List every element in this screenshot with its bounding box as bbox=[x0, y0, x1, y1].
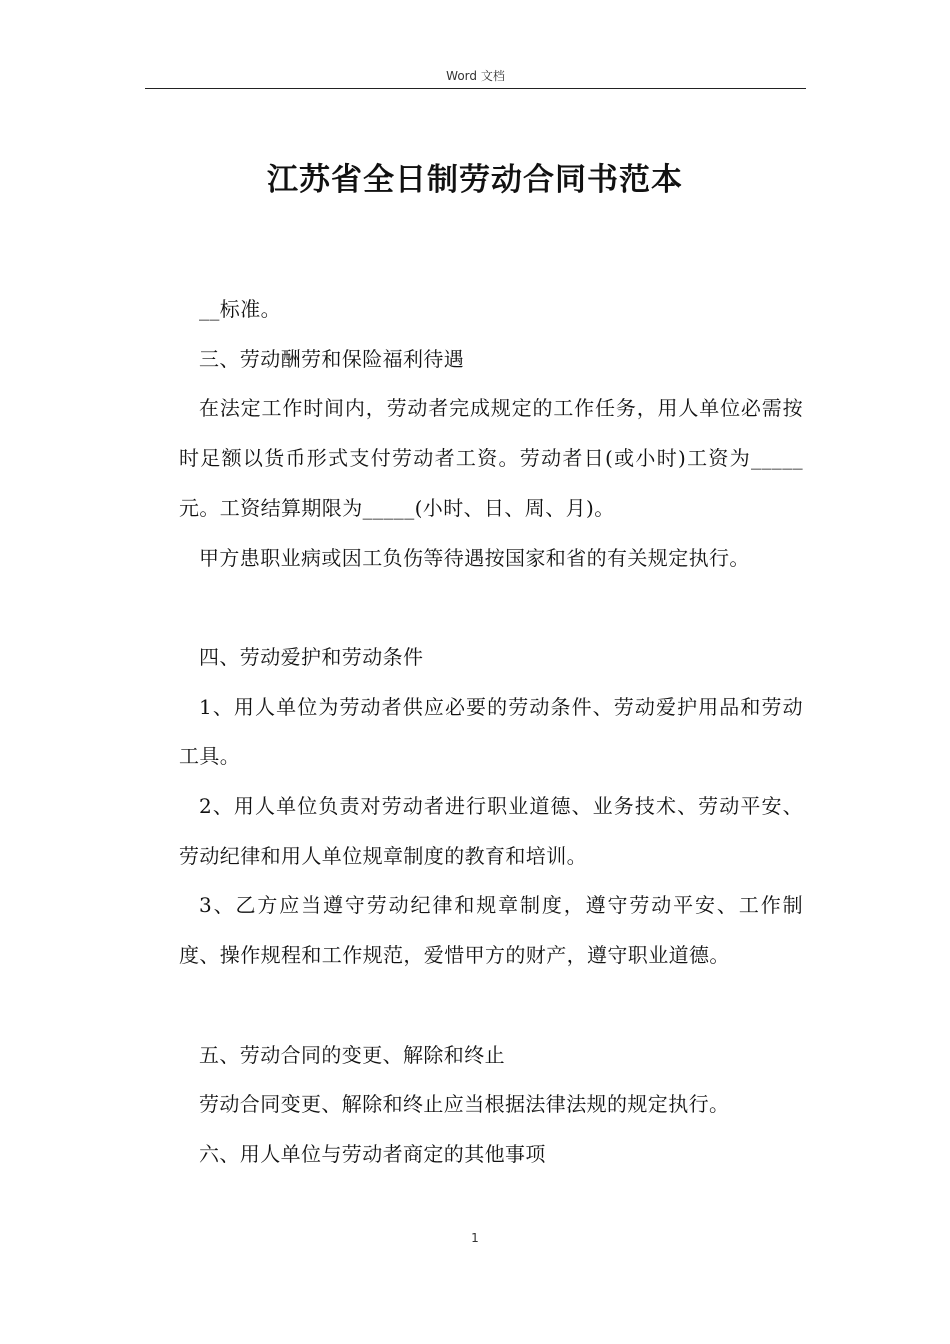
paragraph-contract-changes: 劳动合同变更、解除和终止应当根据法律法规的规定执行。 bbox=[199, 1092, 730, 1117]
paragraph-occupational-disease: 甲方患职业病或因工负伤等待遇按国家和省的有关规定执行。 bbox=[199, 545, 750, 570]
section-heading-5: 五、劳动合同的变更、解除和终止 bbox=[199, 1042, 505, 1067]
blank-line bbox=[179, 981, 803, 1031]
page-footer bbox=[0, 1230, 950, 1246]
page-header bbox=[145, 68, 806, 89]
page-number: 1 bbox=[471, 1231, 479, 1245]
blank-line bbox=[179, 583, 803, 633]
paragraph-item-3: 3、乙方应当遵守劳动纪律和规章制度，遵守劳动平安、工作制度、操作规程和工作规范，爱惜甲方的财产，遵守职业道德。 bbox=[179, 893, 803, 968]
paragraph-standard: __标准。 bbox=[199, 297, 281, 321]
document-body bbox=[179, 285, 803, 1180]
section-heading-3: 三、劳动酬劳和保险福利待遇 bbox=[199, 346, 465, 371]
header-text: Word 文档 bbox=[446, 69, 505, 83]
document-title: 江苏省全日制劳动合同书范本 bbox=[267, 162, 683, 198]
paragraph-wages: 在法定工作时间内，劳动者完成规定的工作任务，用人单位必需按时足额以货币形式支付劳动者工资。劳动者日(或小时)工资为_____元。工资结算期限为_____(小时、日、周、月)。 bbox=[179, 396, 803, 520]
section-heading-6: 六、用人单位与劳动者商定的其他事项 bbox=[199, 1141, 546, 1166]
section-heading-4: 四、劳动爱护和劳动条件 bbox=[199, 644, 424, 669]
paragraph-item-2: 2、用人单位负责对劳动者进行职业道德、业务技术、劳动平安、劳动纪律和用人单位规章制度的教育和培训。 bbox=[179, 794, 803, 868]
paragraph-item-1: 1、用人单位为劳动者供应必要的劳动条件、劳动爱护用品和劳动工具。 bbox=[179, 694, 803, 769]
